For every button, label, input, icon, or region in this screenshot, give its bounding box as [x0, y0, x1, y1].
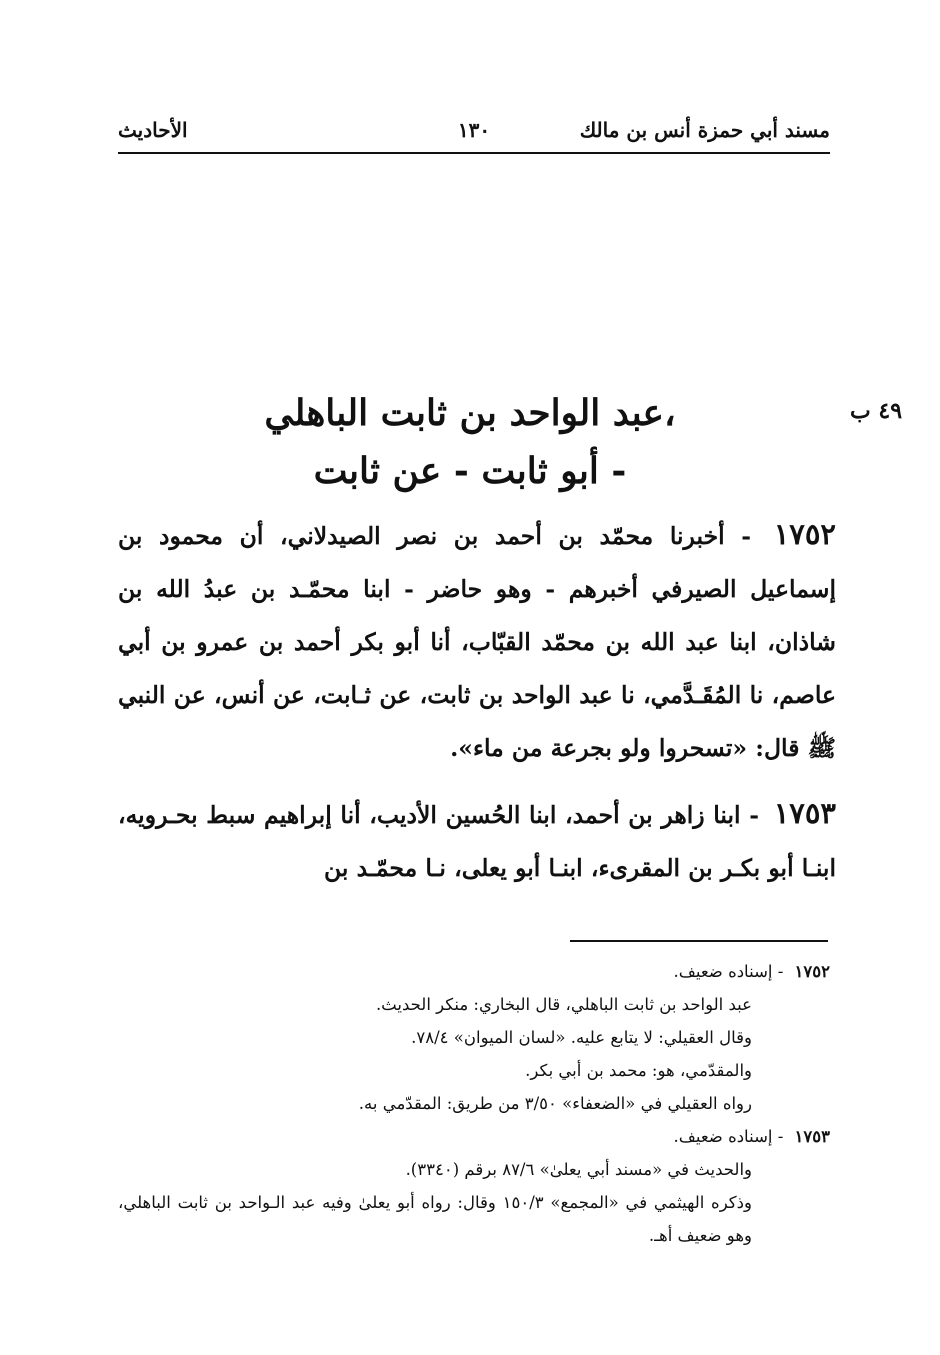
running-title: مسند أبي حمزة أنس بن مالك: [579, 118, 830, 142]
hadith-text: - أخبرنا محمّد بن أحمد بن نصر الصيدلاني، أن محمود بن إسماعيل الصيرفي أخبرهم - وهو حاضر - ابنا محمّـد بن عبدُ الله بن شاذان، ابنا عبد الله بن محمّد القبّاب، أنا أبو بكر أحمد بن عمرو بن أبي عاصم، نا المُقَـدَّمي، نا عبد الواحد بن ثابت، عن ثـابت، عن أنس، عن النبي ﷺ قال: «تسحروا ولو بجرعة من ماء».: [118, 522, 836, 762]
hadith-entry: [118, 508, 836, 775]
page-header: [118, 118, 830, 148]
footnote-heading: [118, 1120, 830, 1153]
footnote-line: والمقدّمي، هو: محمد بن أبي بكر.: [525, 1061, 752, 1080]
footnote-line: عبد الواحد بن ثابت الباهلي، قال البخاري: منكر الحديث.: [375, 995, 752, 1014]
hadith-number: ١٧٥٢: [773, 517, 836, 551]
footnote-separator: [570, 940, 828, 942]
page-number: ١٣٠: [457, 118, 491, 142]
footnote-heading: [118, 955, 830, 988]
hadith-number: ١٧٥٣: [773, 796, 836, 830]
footnote-line: وقال العقيلي: لا يتابع عليه. «لسان الميوان» ٧٨/٤.: [411, 1028, 752, 1047]
chapter-title: [170, 384, 770, 500]
section-label: الأحاديث: [118, 118, 188, 142]
footnotes: [118, 955, 830, 1252]
footnote-line: رواه العقيلي في «الضعفاء» ٣/٥٠ من طريق: المقدّمي به.: [358, 1094, 752, 1113]
footnote-line: وذكره الهيثمي في «المجمع» ١٥٠/٣ وقال: رواه أبو يعلىٰ وفيه عبد الـواحد بن ثابت الباهلي، وهو ضعيف أهـ.: [118, 1193, 752, 1245]
footnote-number: ١٧٥٢: [794, 962, 830, 981]
footnote-line: والحديث في «مسند أبي يعلىٰ» ٨٧/٦ برقم (٣٣٤٠).: [405, 1160, 752, 1179]
chapter-title-line-1: ،عبد الواحد بن ثابت الباهلي: [264, 392, 676, 434]
footnote-number: ١٧٥٣: [794, 1127, 830, 1146]
footnote-verdict: - إسناده ضعيف.: [673, 962, 784, 981]
footnote-verdict: - إسناده ضعيف.: [673, 1127, 784, 1146]
header-rule: [118, 152, 830, 154]
main-text: [118, 508, 836, 907]
marginal-folio-note: ٤٩ ب: [850, 398, 903, 424]
hadith-text: - ابنا زاهر بن أحمد، ابنا الحُسين الأديب، أنا إبراهيم سبط بحـرويه، ابنـا أبو بكـر بن المقرىء، ابنـا أبو يعلى، نـا محمّـد بن: [118, 801, 836, 882]
hadith-entry: [118, 787, 836, 895]
chapter-title-line-2: - أبو ثابت - عن ثابت: [313, 450, 627, 492]
